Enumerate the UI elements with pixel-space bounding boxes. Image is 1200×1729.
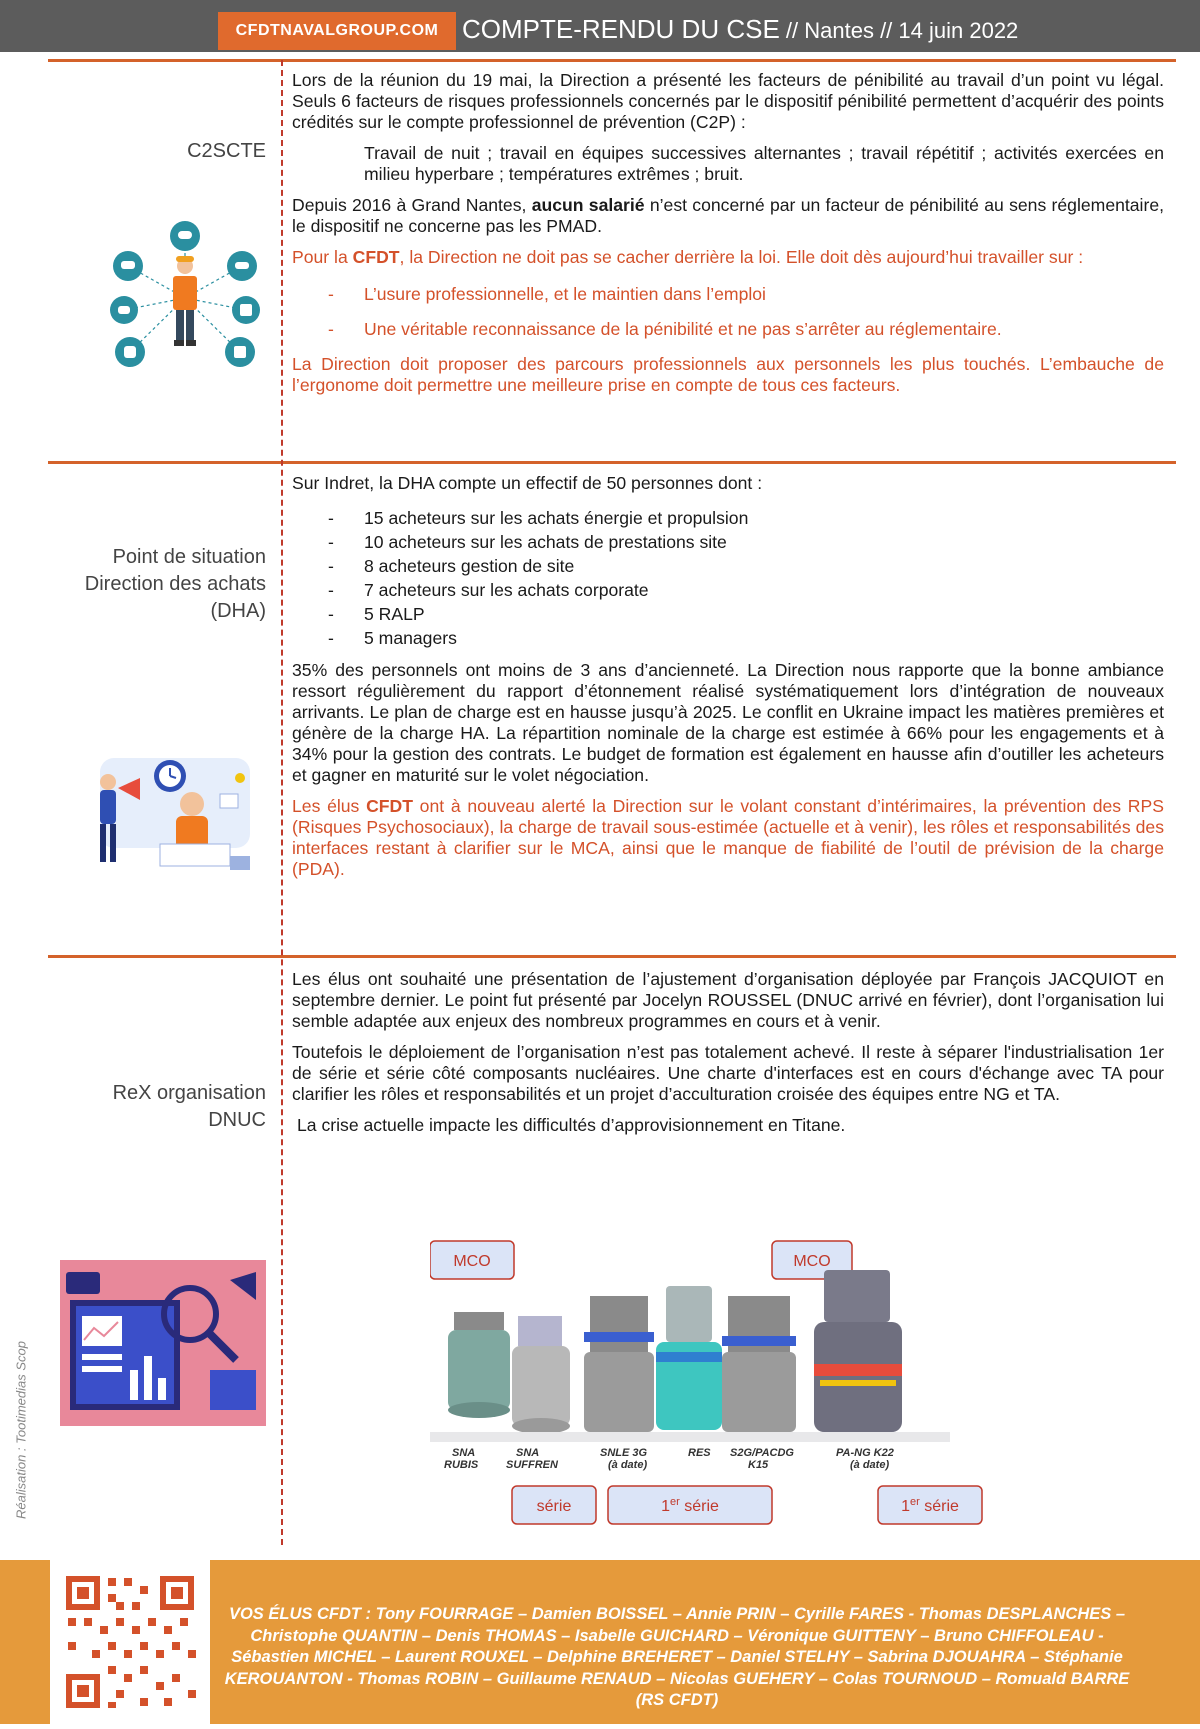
title-main: COMPTE-RENDU DU CSE [462, 14, 780, 44]
dha-staff-list [292, 506, 1164, 650]
c2scte-factors-list: Travail de nuit ; travail en équipes successives alternantes ; travail répétitif ; activités exercées en milieu hyperbare ; températures extrêmes ; bruit. [364, 143, 1164, 184]
list-item: - 5 managers [292, 626, 1164, 650]
page-header [0, 0, 1200, 52]
credit-vertical [6, 1320, 36, 1540]
brand-label[interactable]: CFDTNAVALGROUP.COM [218, 12, 456, 50]
dha-p3-end: ont à nouveau alerté la Direction sur le volant constant d’intérimaires, la prévention des RPS (Risques Psychosociaux), la charge de travail sous-estimée (actuelle et à venir), les rôles et responsabilités des interfaces restant à clarifier sur le MCA, ainsi que le manque de fiabilité de l’outil de prévision de la charge (PDA). [292, 796, 1164, 879]
reactor-sna-rubis [448, 1312, 510, 1418]
lightbulb-icon [235, 773, 245, 783]
credit-text: Réalisation : Tootimedias Scop [13, 1340, 29, 1520]
section-divider-1 [48, 461, 1176, 464]
list-item: - 10 acheteurs sur les achats de prestations site [292, 530, 1164, 554]
dnuc-paragraph-3: La crise actuelle impacte les difficultés d’approvisionnement en Titane. [297, 1115, 846, 1135]
dha-cfdt-alert [292, 796, 1164, 880]
caption-5-line1: S2G/PACDG [730, 1447, 794, 1459]
dha-paragraph-2: 35% des personnels ont moins de 3 ans d’ancienneté. La Direction nous rapporte que la bonne ambiance ressort régulièrement du rapport d’étonnement réalisé systématiquement lors d’intégration de nouveaux arrivants. Le plan de charge est en hausse jusqu’à 2025. Le conflit en Ukraine impact les matières premières et génère de la charge HA. La répartition nominale de la charge est estimée à 66% pour les engagements et à 34% pour la gestion des contrats. Le budget de formation est également en hausse afin d’outiller les acheteurs et gagner en maturité sur le volet négociation. [292, 660, 1164, 785]
section-label-dha: Point de situation Direction des achats (DHA) [84, 546, 266, 622]
first-serie-badge-1-label: 1er série [661, 1496, 719, 1515]
section-label-c2scte: C2SCTE [187, 140, 266, 162]
analytics-illustration [60, 1260, 266, 1426]
c2scte-demands-list [292, 284, 1164, 340]
column-separator [281, 60, 283, 1545]
reactor-pa-ng-k22 [814, 1270, 902, 1432]
reactor-res [656, 1286, 722, 1430]
dha-p3-start: Les élus [292, 796, 367, 816]
c2scte-p4-end: , la Direction ne doit pas se cacher derrière la loi. Elle doit dès aujourd’hui travailler sur : [399, 247, 1084, 267]
section-dnuc-body [292, 969, 1164, 1146]
caption-6-line2: (à date) [850, 1459, 890, 1471]
worker-safety-illustration [110, 218, 260, 378]
list-item: - 15 acheteurs sur les achats énergie et propulsion [292, 506, 1164, 530]
caption-1-line2: RUBIS [444, 1459, 479, 1471]
list-item: - 7 acheteurs sur les achats corporate [292, 578, 1164, 602]
reactor-comparison-figure [430, 1240, 1010, 1530]
dha-paragraph-1: Sur Indret, la DHA compte un effectif de 50 personnes dont : [292, 473, 763, 493]
c2scte-p3-bold: aucun salarié [531, 195, 645, 215]
caption-5-line2: K15 [748, 1459, 769, 1471]
mco-label-right: MCO [793, 1253, 831, 1270]
figure-ground-bar [430, 1432, 950, 1442]
c2scte-paragraph-1: Lors de la réunion du 19 mai, la Direction a présenté les facteurs de pénibilité au travail d’un point vu légal. Seuls 6 facteurs de risques professionnels concernés par le dispositif pénibilité permettent d’acquérir des points crédités sur le compte professionnel de prévention (C2P) : [292, 70, 1164, 132]
reactor-sna-suffren [512, 1316, 570, 1434]
section-divider-top [48, 59, 1176, 62]
worker-vest-icon [173, 276, 197, 310]
title-subtitle: // Nantes // 14 juin 2022 [779, 18, 1019, 43]
section-dha-body [292, 473, 1164, 890]
serie-badge-label: série [536, 1498, 572, 1515]
c2scte-p3-end: n’est concerné par un facteur de pénibilité au sens réglementaire, le dispositif ne concerne pas les PMAD. [292, 195, 1165, 236]
qr-code-icon [50, 1560, 210, 1724]
section-label-dnuc: ReX organisation DNUC [112, 1082, 266, 1131]
c2scte-paragraph-3 [292, 195, 1164, 237]
list-item: - L’usure professionnelle, et le maintien dans l’emploi [292, 284, 1164, 305]
caption-2-line1: SNA [516, 1447, 540, 1459]
elected-members-list: VOS ÉLUS CFDT : Tony FOURRAGE – Damien BOISSEL – Annie PRIN – Cyrille FARES - Thomas DESPLANCHES – Christophe QUANTIN – Denis THOMAS – Isabelle GUICHARD – Véronique GUITTENY – Bruno CHIFFOLEAU - Sébastien MICHEL – Laurent ROUXEL – Delphine BREHERET – Daniel STELHY – Sabrina DJOUAHRA – Stéphanie KEROUANTON - Thomas ROBIN – Guillaume RENAUD – Nicolas GUEHERY – Colas TOURNOUD – Romuald BARRE (RS CFDT) [224, 1605, 1130, 1709]
first-serie-badge-2-label: 1er série [901, 1496, 959, 1515]
stressed-worker-illustration [80, 748, 260, 876]
c2scte-cfdt-position [292, 247, 1164, 268]
c2scte-p3-start: Depuis 2016 à Grand Nantes, [292, 195, 532, 215]
chat-bubble-icon [66, 1272, 100, 1294]
caption-3-line2: (à date) [608, 1459, 648, 1471]
section-divider-2 [48, 955, 1176, 958]
c2scte-p4-start: Pour la [292, 247, 353, 267]
caption-6-line1: PA-NG K22 [836, 1447, 894, 1459]
dnuc-paragraph-2: Toutefois le déploiement de l’organisation n’est pas totalement achevé. Il reste à séparer l'industrialisation 1er de série et série côté composants nucléaires. Une charte d'interfaces est en cours d'échange avec TA pour clarifier les rôles et responsabilités et un projet d’acculturation croisée des équipes entre NG et TA. [292, 1042, 1164, 1104]
qr-code[interactable] [50, 1560, 210, 1724]
caption-1-line1: SNA [452, 1447, 476, 1459]
list-item: - Une véritable reconnaissance de la pénibilité et ne pas s’arrêter au réglementaire. [292, 319, 1164, 340]
dnuc-paragraph-1: Les élus ont souhaité une présentation de l’ajustement d’organisation déployée par François JACQUIOT en septembre dernier. Le point fut présenté par Jocelyn ROUSSEL (DNUC arrivé en février), dont l’organisation lui semble adaptée aux enjeux des nombreux programmes en cours et à venir. [292, 969, 1164, 1031]
list-item: - 8 acheteurs gestion de site [292, 554, 1164, 578]
reactor-snle-3g [584, 1296, 654, 1432]
reactor-s2g-pacdg [722, 1296, 796, 1432]
section-c2scte-body [292, 70, 1164, 406]
caption-2-line2: SUFFREN [506, 1459, 558, 1471]
c2scte-paragraph-5: La Direction doit proposer des parcours professionnels aux personnels les plus touchés. L’embauche de l’ergonome doit permettre une meilleure prise en compte de tous ces facteurs. [292, 354, 1164, 395]
caption-3-line1: SNLE 3G [600, 1447, 648, 1459]
mco-label-left: MCO [453, 1253, 491, 1270]
dha-p3-bold: CFDT [366, 796, 413, 816]
caption-4-line1: RES [688, 1447, 711, 1459]
page-title [462, 14, 1018, 45]
list-item: - 5 RALP [292, 602, 1164, 626]
c2scte-p4-bold: CFDT [352, 247, 400, 267]
